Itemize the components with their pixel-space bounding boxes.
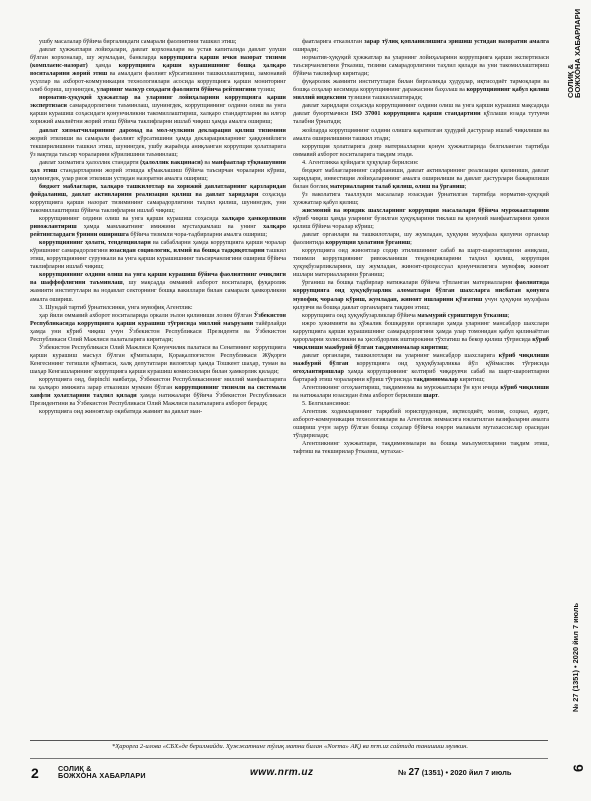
paragraph: давлат харидлари соҳасида коррупциянинг олдини олиш ва унга қарши курашиш мақсадида давлат буюртмачиси ISO 37001 коррупцияга қарши стандартини қўллаши юзада тутувчи талабни ўрнатади; [293,102,549,126]
paragraph: фуқаролик жамияти институтлари билан биргаликда ҳудудлар, иқтисодиёт тармоқлари ва бошқа соҳалар кесимида коррупциянинг даражасини баҳолаш ва коррупциянинг қабул қилиш миллий индексини тузишни ташкиллаштиради; [293,78,549,102]
paragraph: коррупцияга оид жиноятлар оқибатида жамият ва давлат ман- [39,408,203,416]
vertical-page-number: 6 [570,764,586,772]
paragraph: давлат хизматига ҳалоллик стандарти (ҳалоллик вакцинаси) ва манфаатлар тўқнашувини ҳал этиш стандартларини жорий этишда кўмаклашиш бўйича таъсирчан чораларни кўриш, шунингдек, улар риоя этилиши устидан назоратни амалга ошириш; [30,158,286,182]
paragraph: коррупция ҳолатларига доир материалларни қонун ҳужжатларида белгиланган тартибда оммавий ахборот воситаларига тақдим этади. [293,142,549,158]
paragraph: давлат хизматчиларининг даромад ва мол-мулкини декларация қилиш тизимини жорий этилиши ва самарали фаолият кўрсатишини ҳамда декларацияларнинг ҳаққонийлиги текширилишини ташкил этиш, шунингдек, ушбу жараёнда аниқланган коррупция ҳолатларига ўз вақтида таъсир чораларини кўрилишини таъминлаш; [30,126,286,158]
paragraph: ўрганиш ва бошқа тадбирлар натижалари бўйича тўпланган материалларни фаолиятида коррупцияга оид ҳуқуқбузарлик аломатлари бўлган шахсларга нисбатан қонунга мувофиқ чоралар кўриш, жумладан, жиноят ишларини қўзғатиш учун ҳуқуқни муҳофаза қилувчи ва бошқа давлат органларига тақдим этиш; [293,279,549,311]
issue-date: (1351) • 2020 йил 7 июль [421,768,512,777]
paragraph: фаатларига етказилган зарар тўлиқ қопланилишига эришиш устидан назоратни амалга оширади; [293,38,549,54]
logo-line-1: СОЛИҚ & [58,764,92,773]
issue-prefix: № [398,768,407,777]
paragraph: коррупцияга оид жиноятлар содир этилишининг сабаб ва шарт-шароитларини аниқлаш, тизимли коррупциянинг ривожланиши тенденцияларини таҳлил қилиш, коррупция ҳуқуқбузарликларини, шу жумладан, жиноят-процессуал қонунчилигига мувофиқ жиноят ишлари материалларини ўрганиш; [293,247,549,279]
footnote-divider [30,740,548,741]
paragraph: Ўзбекистон Республикаси Олий Мажлиси Қонунчилик палатаси ва Сенатининг коррупцияга қарши курашиш масъул бўлган қўмиталари, Қорақалпоғистон Республикаси Жўқорғи Кенгесининг тегишли қўмитаси, халқ депутатлари вилоятлар ҳамда Тошкент шаҳар, туман ва шаҳар Кенгашларининг коррупцияга қарши курашиш комиссиялари билан ҳамкорлик қилади; [30,343,286,375]
paragraph: Агентликнинг хужжатлари, тақдимномалари ва бошқа маълумотларини тақдим этиш, тафтиш ва текширилар ўтказиш, мутахас- [293,440,549,456]
paragraph: ушбу масалалар бўйича биргаликдаги самарали фаолиятини ташкил этиш; [39,38,237,45]
paragraph: коррупциянинг олдини олиш ва унга қарши курашиш соҳасида халқаро ҳамкорликни ривожлантириш ҳамда мамлакатнинг имижини мустаҳкамлаш ва унинг халқаро рейтинглардаги ўрнини оширишга бўйича тизимли чора-тадбирларни амалга ошириш; [30,215,286,239]
paragraph: 3. Шундай тартиб ўрнатилсинки, унга мувофиқ Агентлик: [39,303,193,311]
issue-number: 27 [408,767,420,778]
article-column-right [293,38,549,730]
paragraph: жойларда коррупциянинг олдини олишга каратилган ҳудудий дастурлар ишлаб чиқилиши ва амалга оширилишини ташкил этади; [293,126,549,142]
paragraph: Агентлик ходимларининг тарқибий юриспруденция, иқтисодиёт, молия, социал, аудит, ахборот-коммуникация технологиялари ва Агентлик зиммасига юклатилган вазифаларни амалга ошириш учун зарур бўлган бошқа соҳалар бўйича юқори малакали мутахассислар орасидан тўлдирилади; [293,408,549,440]
footer-divider [30,758,548,759]
paragraph: ижро ҳокимияти ва ҳўжалик бошқаруви органлари ҳамда уларнинг мансабдор шахслари каррупцияга қарши курашишнинг самарадорлигини ҳамда улар томонидан қабул қилинаётган қарорларни холисликни ва ҳисобдорлик иштирокини тўхтатиш ва бекор қилиш тўғрисида кўриб чиқилиши мажбурий бўлган тақдимномалар киритиш; [293,319,549,351]
paragraph: коррупциянинг ҳолати, тенденциялари ва сабабларни ҳамда коррупцияга қарши чоралар кўришнинг самарадорлигини юзасидан социологик, илмий ва бошқа тадқиқотларни ташкил этиш, коррупциянинг сурункали ва унга қарши курашишнинг таъсирчанлигини ошириш бўйича таклифларни ишлаб чиқиш; [30,239,286,271]
paragraph: Агентликнинг огоҳлантириш, тақдимнома ва мурожаатлари ўн кун ичида кўриб чиқилиши ва натижалари юзасидан ёзма ахборот берилиши шарт. [293,384,549,400]
paragraph: коррупцияга оид ҳуқуқбузарликлар бўйича маъмурий суриштирув ўтказиш; [302,311,510,319]
paragraph: норматив-ҳуқуқий ҳужжатлар ва уларнинг лойиҳаларини коррупцияга қарши экспертизаси таъсирчанлигини ўтказиш, тизими самарадорлигини таҳлил қилади ва уни такомиллаштириш бўйича таклифлар киритади; [293,54,549,78]
paragraph: бюджет маблағлари, халқаро ташкилотлар ва хорижий давлатларнинг қарзларидан фойдаланиш, давлат активларини реализация қилиш ва давлат харидлари соҳасида коррупцияга қарши назорат тизимининг самарадорлигини таҳлил қилиш, шунингдек, уни такомиллаштириш бўйича таклифларни ишлаб чиқиш; [30,182,286,214]
paragraph: коррупцияга оид, бирinchi навбатда, Ўзбекистон Республикасининг миллий манфаатларига ва ҳалқаро имижига зарар етказиши мумкин бўлган коррупциянинг тизимли ва системали хавфли ҳолатларини таҳлил қилади ҳамда натижалари бўйича Ўзбекистон Республикаси Президентини ва Ўзбекистон Республикаси Олий Мажлиси палаталарига ахборот беради; [30,375,286,408]
footnote: *Ҳарорга 2-илова «СБХ»де берилмайди. Ҳужжатнинг тўлиқ матни билан «Norma» АҚ) ва nrm.uz сайтида танишиш мумкин. [111,743,469,750]
paragraph: 4. Агентликка қуйидаги ҳуқуқлар берилсин: [302,158,419,166]
website-link[interactable]: www.nrm.uz [250,767,314,778]
page-number: 2 [31,765,39,781]
vertical-logo-line-1: СОЛИҚ & [566,63,575,98]
paragraph: жисмоний ва юридик шахсларнинг коррупция масалалари бўйича мурожаатларини кўриб чиқиш ҳамда уларнинг бузилган ҳуқуқларини тиклаш ва қонуний манфаатларини ҳимоя қилиш бўйича чоралар кўриш; [293,206,549,231]
vertical-logo [567,9,581,98]
newspaper-logo [58,765,146,779]
paragraph: норматив-ҳуқуқий ҳужжатлар ва уларнинг лойиҳаларини коррупцияга қарши экспертизаси самарадорлигини таъминлаш, шунингдек, коррупциянинг олдини олиш ва унга қарши курашиш соҳасидаги қонунчиликни такомиллаштириш, халқаро стандартларни ва илғор хорижий амалиётни жорий этиш бўйича таклифларни ишлаб чиқиш ҳамда амалга ошириш; [30,94,286,126]
paragraph: давлат органлари ва ташкилотлари, шу жумладан, ҳуқуқни муҳофаза қилувчи органлар фаолиятида коррупция ҳолатини ўрганиш; [293,231,549,247]
paragraph: коррупциянинг олдини олиш ва унга қарши курашиш бўйича фаолиятнинг очиқлиги ва шаффофлигини таъминлаш, шу мақсадда оммавий ахборот воситалари, фуқаролик жамияти институтлари ва нодавлат секторнинг бошқа вакиллари билан самарали ҳамкорликни амалга ошириш. [30,271,286,303]
article-column-left [30,38,286,730]
logo-line-2: БОЖХОНА ХАБАРЛАРИ [58,771,146,780]
vertical-issue-info: № 27 (1351) • 2020 йил 7 июль [571,602,580,712]
paragraph: ўз ваколатига тааллуқли масалалар юзасидан ўрнатилган тартибда норматив-ҳуқуқий ҳужжатлар қабул қилиш; [293,190,549,206]
paragraph: давлат органлари, ташкилотлари ва уларнинг мансабдор шахсларига кўриб чиқилиши мажбурий бўлган коррупцияга оид ҳуқуқбузарликка йўл қўймаслик тўғрисида огоҳлантиришлар ҳамда коррупциянинг келтириб чиқарувчи сабаб ва шарт-шароитларни бартараф этиш чораларини кўриш тўғрисида тақдимномалар киритиш; [293,351,549,383]
paragraph: бюджет маблағларининг сарфланиши, давлат активларининг реализация қилиниши, давлат харидлари, инвестиция лойиҳаларининг амалга оширилиши ва давлат дастурлари бажарилиши билан боғлиқ материалларни талаб қилиш, олиш ва ўрганиш; [293,166,549,190]
paragraph: 5. Белгилансинки: [302,400,350,408]
issue-info [398,767,511,778]
paragraph: давлат ҳужжатлари лойиҳалари, давлат корхоналари ва устав капиталида давлат улуши бўлган корхоналар, шу жумладан, банкларда коррупцияга қарши ички назорат тизими (комплаенс-назорат) ҳамда коррупцияга қарши курашишнинг бошқа ҳалқаро воситаларини жорий этиш ва амалдаги фаолият кўрсатишини ташкиллаштириш, замонавий усуллар ва ахборот-коммуникация технологиялари асосида коррупцияга қарши мониторинг олиб бориш, шунингдек, уларнинг мазкур соҳадаги фаолияти бўйича рейтингини тузиш; [30,46,286,94]
paragraph: ҳар йили оммавий ахборот воситаларида оркали эълон қилиниши лозим бўлган Ўзбекистон Республикасида коррупцияга қарши курашиш тўғрисида миллий маърузани тайёрлайди ҳамда уни кўриб чиқиш учун Ўзбекистон Республикаси Президенти ва Ўзбекистон Республикаси Олий Мажлиси палаталарига киритади; [30,311,286,343]
vertical-logo-line-2: БОЖХОНА ХАБАРЛАРИ [573,8,583,98]
